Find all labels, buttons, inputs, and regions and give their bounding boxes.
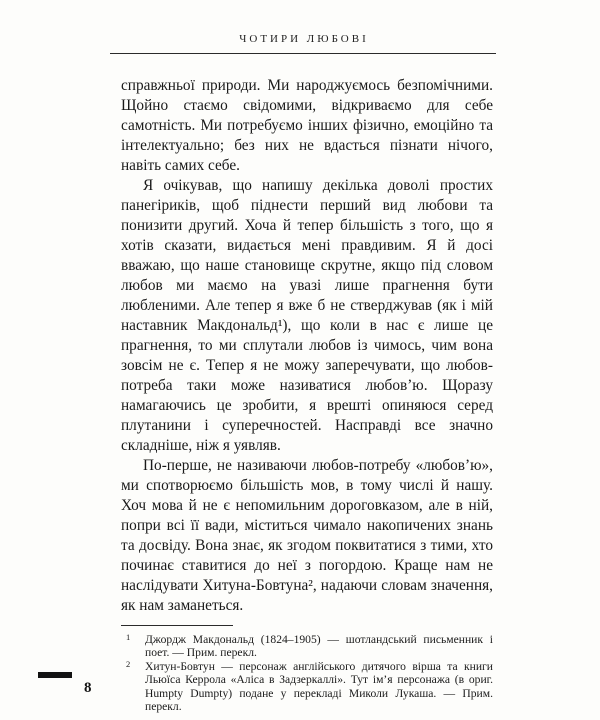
footnote-text: Хитун-Бовтун — персонаж англійського дитячого вірша та книги Льюїса Керрола «Аліса в Задзеркаллі». Тут ім’я персонажа (в ориг. Humpty Dumpty) подане у перекладі Миколи Лукаша. — Прим. перекл. <box>145 659 493 714</box>
page-number: 8 <box>84 680 92 696</box>
paragraph: Я очікував, що напишу декілька доволі простих панегіриків, щоб піднести перший вид любови та понизити другий. Хоча й тепер більшість з того, що я хотів сказати, видається мені правдивим. Я й досі вважаю, що наше становище скрутне, якщо під словом любов ми маємо на увазі лише прагнення бути любленими. Але тепер я вже б не стверджував (як і мій наставник Макдональд¹), що коли в нас є лише це прагнення, то ми сплутали любов із чимось, чим вона зовсім не є. Тепер я не можу заперечувати, що любов-потреба таки може називатися любов’ю. Щоразу намагаючись це зробити, я врешті опиняюся серед плутанини і суперечностей. Насправді все значно складніше, ніж я уявляв. <box>121 177 493 454</box>
footnote-item <box>121 660 493 714</box>
paragraph: справжньої природи. Ми народжуємось безпомічними. Щойно стаємо свідомими, відкриваємо для себе самотність. Ми потребуємо інших фізично, емоційно та інтелектуально; без них не вдасться пізнати нічого, навіть самих себе. <box>121 77 493 174</box>
folio-bar <box>38 672 72 678</box>
running-header: ЧОТИРИ ЛЮБОВІ <box>239 33 369 45</box>
footnote-marker: 2 <box>126 658 131 669</box>
paragraph: По-перше, не називаючи любов-потребу «любов’ю», ми спотворюємо більшість мов, в тому числі й нашу. Хоч мова й не є непомильним дороговказом, але в ній, попри всі її вади, міститься чимало накопичених знань та досвіду. Вона знає, як згодом поквитатися з тими, хто починає ставитися до неї з погордою. Краще нам не наслідувати Хитуна-Бовтуна², надаючи словам значення, як нам заманеться. <box>121 457 493 614</box>
footnote-rule <box>121 625 233 626</box>
footnote-item <box>121 633 493 660</box>
header-rule <box>110 53 496 54</box>
page-body <box>121 76 493 713</box>
footnote-section <box>121 625 493 713</box>
footnote-text: Джордж Макдональд (1824–1905) — шотландський письменник і поет. — Прим. перекл. <box>145 633 493 660</box>
footnote-marker: 1 <box>126 632 131 642</box>
